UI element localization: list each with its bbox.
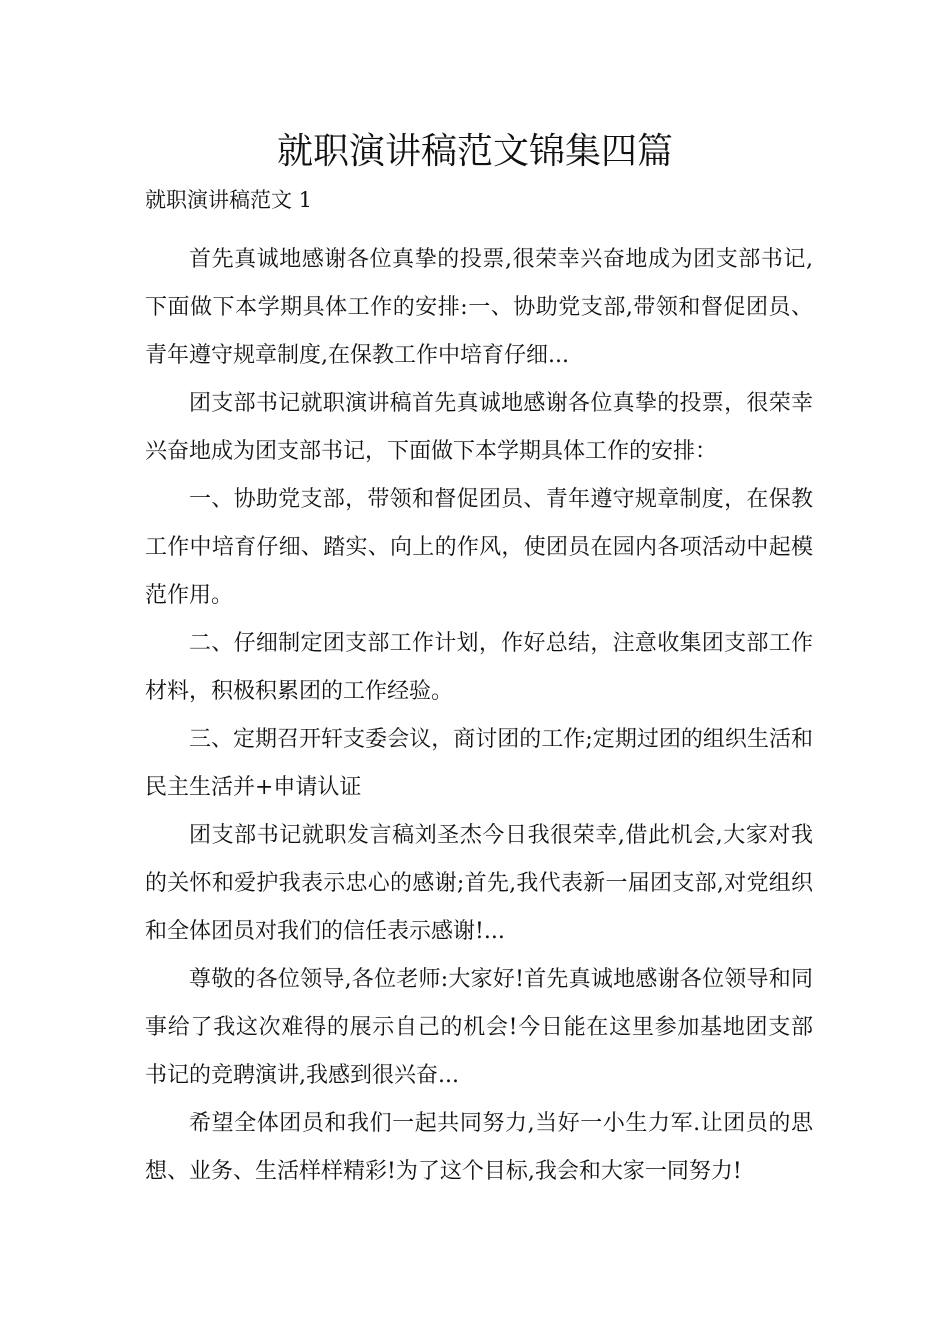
paragraph: 尊敬的各位领导,各位老师:大家好!首先真诚地感谢各位领导和同事给了我这次难得的展示自己的机会!今日能在这里参加基地团支部书记的竞聘演讲,我感到很兴奋... <box>145 967 813 1088</box>
paragraph: 三、定期召开轩支委会议，商讨团的工作;定期过团的组织生活和民主生活并+申请认证 <box>145 727 813 800</box>
paragraph: 一、协助党支部，带领和督促团员、青年遵守规章制度，在保教工作中培育仔细、踏实、向上的作风，使团员在园内各项活动中起模范作用。 <box>145 487 813 608</box>
document-title: 就职演讲稿范文锦集四篇 <box>276 131 673 172</box>
paragraph: 团支部书记就职演讲稿首先真诚地感谢各位真挚的投票，很荣幸兴奋地成为团支部书记，下面做下本学期具体工作的安排： <box>145 391 813 464</box>
paragraph: 希望全体团员和我们一起共同努力,当好一小生力军.让团员的思想、业务、生活样样精彩!为了这个目标,我会和大家一同努力! <box>145 1111 813 1184</box>
paragraph: 二、仔细制定团支部工作计划，作好总结，注意收集团支部工作材料，积极积累团的工作经验。 <box>145 631 813 704</box>
paragraph: 团支部书记就职发言稿刘圣杰今日我很荣幸,借此机会,大家对我的关怀和爱护我表示忠心的感谢;首先,我代表新一届团支部,对党组织和全体团员对我们的信任表示感谢!... <box>145 823 813 944</box>
paragraph: 首先真诚地感谢各位真挚的投票,很荣幸兴奋地成为团支部书记,下面做下本学期具体工作的安排:一、协助党支部,带领和督促团员、青年遵守规章制度,在保教工作中培育仔细... <box>145 247 813 368</box>
section-subtitle: 就职演讲稿范文 1 <box>145 188 313 212</box>
document-body <box>145 236 813 1196</box>
